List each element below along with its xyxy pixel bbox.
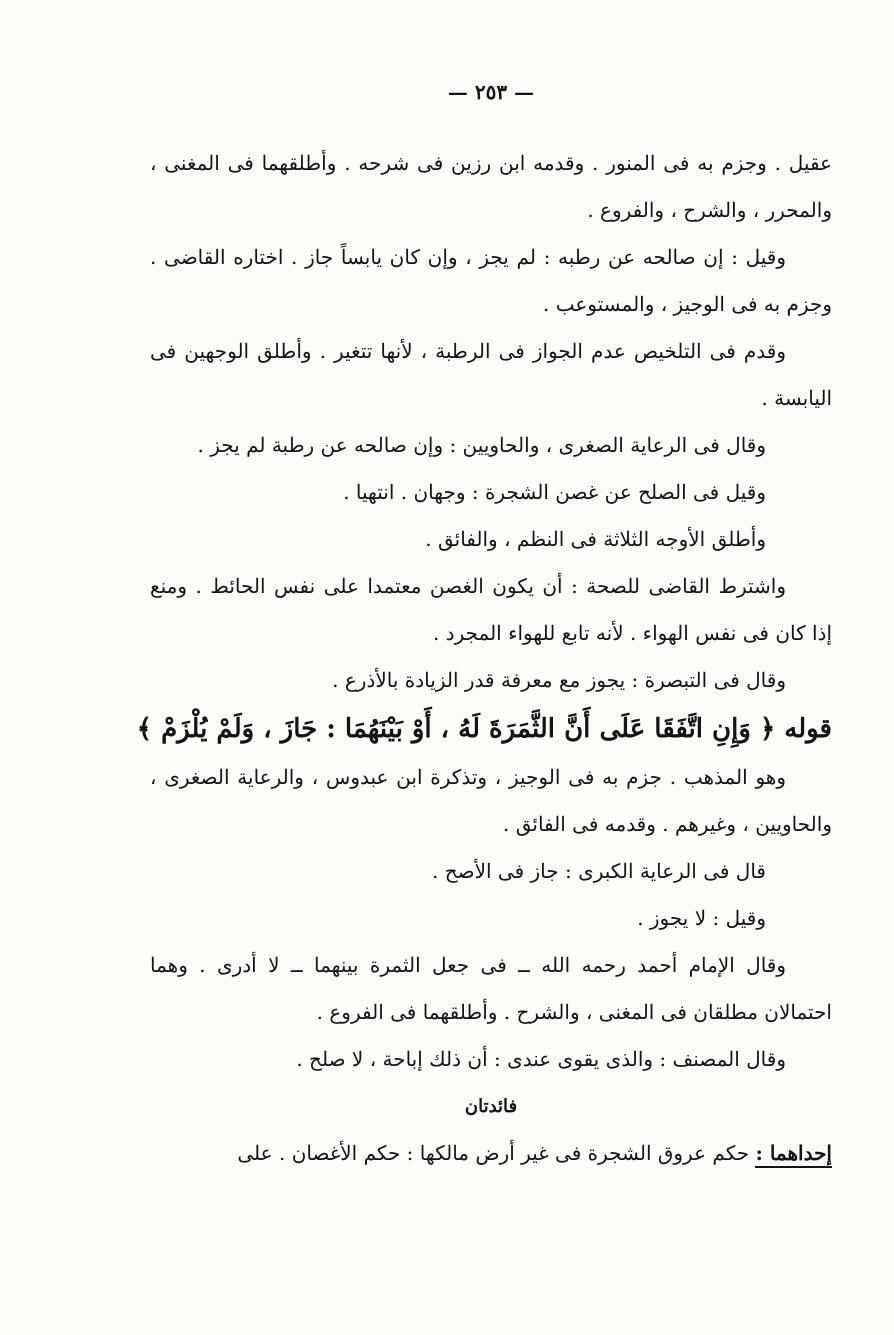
paragraph: وأطلق الأوجه الثلاثة فى النظم ، والفائق . <box>425 527 766 551</box>
paragraph-text: حكم عروق الشجرة فى غير أرض مالكها : حكم الأغصان . على <box>237 1141 756 1165</box>
paragraph: وقال الإمام أحمد رحمه الله ــ فى جعل الثمرة بينهما ــ لا أدرى . وهما احتمالان مطلقان فى المغنى ، والشرح . وأطلقهما فى الفروع . <box>150 953 832 1024</box>
paragraph: وقال المصنف : والذى يقوى عندى : أن ذلك إباحة ، لا صلح . <box>296 1047 786 1071</box>
page-number: — ٢٥٣ — <box>447 80 535 104</box>
paragraph: وقال فى التبصرة : يجوز مع معرفة قدر الزيادة بالأذرع . <box>332 668 786 692</box>
section-title: فائدتان <box>464 1096 518 1117</box>
paragraph: واشترط القاضى للصحة : أن يكون الغصن معتمدا على نفس الحائط . ومنع إذا كان فى نفس الهواء . لأنه تابع للهواء المجرد . <box>150 574 832 645</box>
paragraph: وقيل : لا يجوز . <box>637 906 766 930</box>
paragraph-lead: إحداهما : <box>755 1141 832 1168</box>
paragraph: وهو المذهب . جزم به فى الوجيز ، وتذكرة ابن عبدوس ، والرعاية الصغرى ، والحاويين ، وغيرهم . وقدمه فى الفائق . <box>150 765 832 836</box>
paragraph: وقيل : إن صالحه عن رطبه : لم يجز ، وإن كان يابساً جاز . اختاره القاضى . وجزم به فى الوجيز ، والمستوعب . <box>150 245 832 316</box>
verse-text: ﴿ وَإِنِ اتَّفَقَا عَلَى أَنَّ الثَّمَرَةَ لَهُ ، أَوْ بَيْنَهُمَا : جَازَ ، وَلَمْ يُلْزَمْ ﴾ <box>136 714 776 744</box>
paragraph: عقيل . وجزم به فى المنور . وقدمه ابن رزين فى شرحه . وأطلقهما فى المغنى ، والمحرر ، والشرح ، والفروع . <box>150 151 832 222</box>
verse-lead: قوله <box>784 714 832 744</box>
paragraph: وقال فى الرعاية الصغرى ، والحاويين : وإن صالحه عن رطبة لم يجز . <box>197 433 766 457</box>
page-body <box>136 140 832 1177</box>
paragraph: وقيل فى الصلح عن غصن الشجرة : وجهان . انتهيا . <box>343 480 766 504</box>
paragraph: قال فى الرعاية الكبرى : جاز فى الأصح . <box>432 859 766 883</box>
document-page <box>136 0 832 1335</box>
paragraph: وقدم فى التلخيص عدم الجواز فى الرطبة ، لأنها تتغير . وأطلق الوجهين فى اليابسة . <box>150 339 832 410</box>
quoted-verse-line <box>136 704 832 754</box>
paragraph <box>150 1130 832 1177</box>
